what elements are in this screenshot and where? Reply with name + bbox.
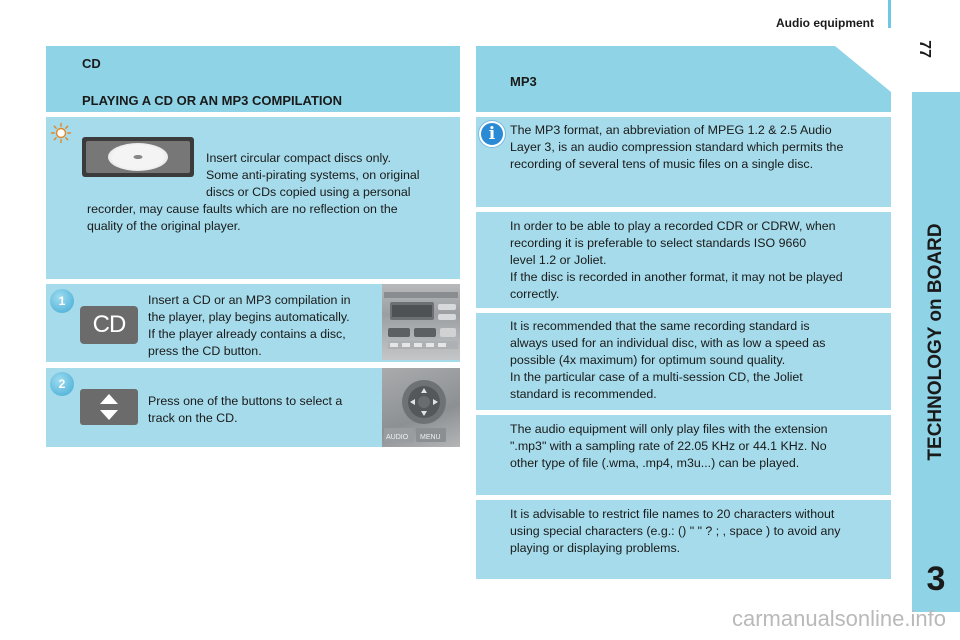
mp3-para-2-line-5: correctly. xyxy=(510,287,560,301)
cd-player-image xyxy=(82,137,194,177)
mp3-para-2-line-4: If the disc is recorded in another format, it may not be played xyxy=(510,270,843,284)
mp3-para-1-line-2: Layer 3, is an audio compression standard which permits the xyxy=(510,140,844,154)
mp3-para-5-line-3: playing or displaying problems. xyxy=(510,541,681,555)
watermark: carmanualsonline.info xyxy=(731,606,946,631)
page-number: 77 xyxy=(916,40,933,58)
navigation-pad-photo xyxy=(382,368,460,447)
mp3-para-3-line-1: It is recommended that the same recording standard is xyxy=(510,319,810,333)
audio-label: AUDIO xyxy=(386,434,409,441)
info-icon: i xyxy=(479,121,505,147)
chapter-side-tab xyxy=(912,92,960,612)
mp3-para-2-line-2: recording it is preferable to select standards ISO 9660 xyxy=(510,236,807,250)
track-buttons-image xyxy=(80,389,138,425)
mp3-para-1-line-3: recording of several tens of music files on a single disc. xyxy=(510,157,814,171)
mp3-para-5-line-2: using special characters (e.g.: () " " ? ; , space ) to avoid any xyxy=(510,524,841,538)
warning-line-1: Insert circular compact discs only. xyxy=(206,151,391,165)
step-2-badge: 2 xyxy=(50,372,74,396)
warning-line-5: quality of the original player. xyxy=(87,219,241,233)
mp3-para-4-line-3: other type of file (.wma, .mp4, m3u...) can be played. xyxy=(510,456,800,470)
step-1-badge: 1 xyxy=(50,289,74,313)
chapter-number: 3 xyxy=(926,560,946,598)
mp3-para-3-line-5: standard is recommended. xyxy=(510,387,657,401)
header-divider xyxy=(888,0,891,28)
step-2-line-1: Press one of the buttons to select a xyxy=(148,394,343,408)
step-1-line-1: Insert a CD or an MP3 compilation in xyxy=(148,293,351,307)
section-header: Audio equipment xyxy=(776,16,874,30)
mp3-para-4-line-2: ".mp3" with a sampling rate of 22.05 KHz or 44.1 KHz. No xyxy=(510,439,827,453)
warning-line-3: discs or CDs copied using a personal xyxy=(206,185,411,199)
warning-line-4: recorder, may cause faults which are no reflection on the xyxy=(87,202,398,216)
menu-label: MENU xyxy=(420,434,441,441)
cd-title: CD xyxy=(82,56,101,71)
mp3-para-5-line-1: It is advisable to restrict file names to 20 characters without xyxy=(510,507,835,521)
step-1-line-3: If the player already contains a disc, xyxy=(148,327,346,341)
cd-button-image: CD xyxy=(80,306,138,344)
mp3-para-2-line-1: In order to be able to play a recorded CDR or CDRW, when xyxy=(510,219,836,233)
mp3-title: MP3 xyxy=(510,74,537,89)
mp3-para-1-line-1: The MP3 format, an abbreviation of MPEG 1.2 & 2.5 Audio xyxy=(510,123,832,137)
mp3-para-3-line-4: In the particular case of a multi-session CD, the Joliet xyxy=(510,370,803,384)
step-1-line-2: the player, play begins automatically. xyxy=(148,310,350,324)
warning-line-2: Some anti-pirating systems, on original xyxy=(206,168,420,182)
chapter-title: TECHNOLOGY on BOARD xyxy=(925,223,946,461)
step-2-line-2: track on the CD. xyxy=(148,411,238,425)
arrow-up-icon xyxy=(100,394,118,404)
mp3-para-4-line-1: The audio equipment will only play files with the extension xyxy=(510,422,828,436)
mp3-heading-box xyxy=(476,46,891,112)
mp3-para-3-line-2: always used for an individual disc, with as low a speed as xyxy=(510,336,826,350)
mp3-para-3-line-3: possible (4x maximum) for optimum sound quality. xyxy=(510,353,786,367)
player-front-photo xyxy=(382,284,460,360)
step-1-line-4: press the CD button. xyxy=(148,344,262,358)
mp3-para-2-line-3: level 1.2 or Joliet. xyxy=(510,253,607,267)
arrow-down-icon xyxy=(100,410,118,420)
cd-subtitle: PLAYING A CD OR AN MP3 COMPILATION xyxy=(82,93,343,108)
sun-icon xyxy=(50,122,72,144)
